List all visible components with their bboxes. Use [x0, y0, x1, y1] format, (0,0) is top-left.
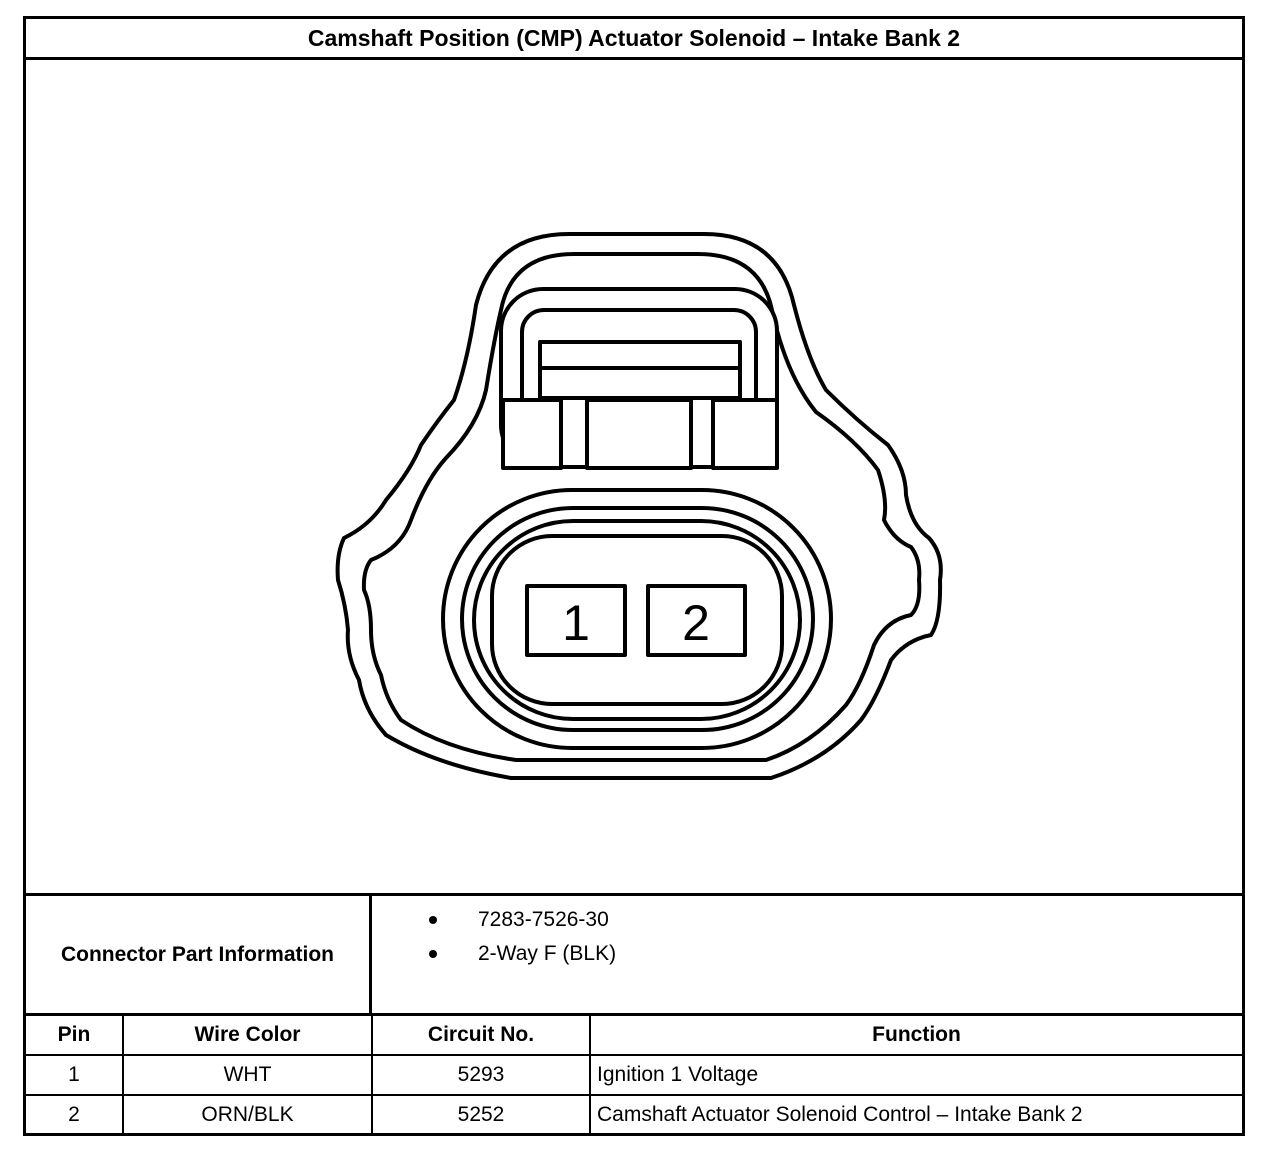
table-row: [26, 1055, 1242, 1095]
connector-sheet: [23, 16, 1245, 1136]
page-title: Camshaft Position (CMP) Actuator Solenoid – Intake Bank 2: [26, 19, 1242, 60]
cell-wire-color: ORN/BLK: [123, 1095, 372, 1134]
part-info-list: [426, 908, 616, 976]
connector-diagram: [26, 60, 1242, 893]
cell-pin: 2: [26, 1095, 123, 1134]
cell-wire-color: WHT: [123, 1055, 372, 1095]
cell-circuit: 5293: [372, 1055, 590, 1095]
part-info-item: [426, 942, 616, 976]
connector-type: 2-Way F (BLK): [478, 942, 617, 965]
latch-slot-center: [587, 400, 691, 468]
header-circuit: Circuit No.: [372, 1015, 590, 1056]
header-wire-color: Wire Color: [123, 1015, 372, 1056]
connector-face-drawing: [26, 60, 1242, 893]
part-number: 7283-7526-30: [478, 908, 609, 931]
bullet-icon: [429, 950, 437, 958]
cell-circuit: 5252: [372, 1095, 590, 1134]
cell-pin: 1: [26, 1055, 123, 1095]
pin-table: [26, 1013, 1242, 1134]
table-header-row: [26, 1015, 1242, 1056]
header-pin: Pin: [26, 1015, 123, 1056]
pin-label-1: 1: [562, 595, 590, 651]
part-info-item: [426, 908, 616, 942]
cavity-outline: [492, 536, 782, 704]
bullet-icon: [429, 916, 437, 924]
cell-function: Camshaft Actuator Solenoid Control – Intake Bank 2: [590, 1095, 1242, 1134]
header-function: Function: [590, 1015, 1242, 1056]
latch-slot-right: [713, 400, 777, 468]
seal-outer: [443, 490, 831, 748]
cell-function: Ignition 1 Voltage: [590, 1055, 1242, 1095]
table-row: [26, 1095, 1242, 1134]
latch-slot-left: [503, 400, 561, 468]
connector-part-info: [26, 893, 1242, 1013]
pin-label-2: 2: [682, 595, 710, 651]
part-info-label: Connector Part Information: [26, 896, 372, 1013]
seal-inner: [474, 521, 800, 719]
